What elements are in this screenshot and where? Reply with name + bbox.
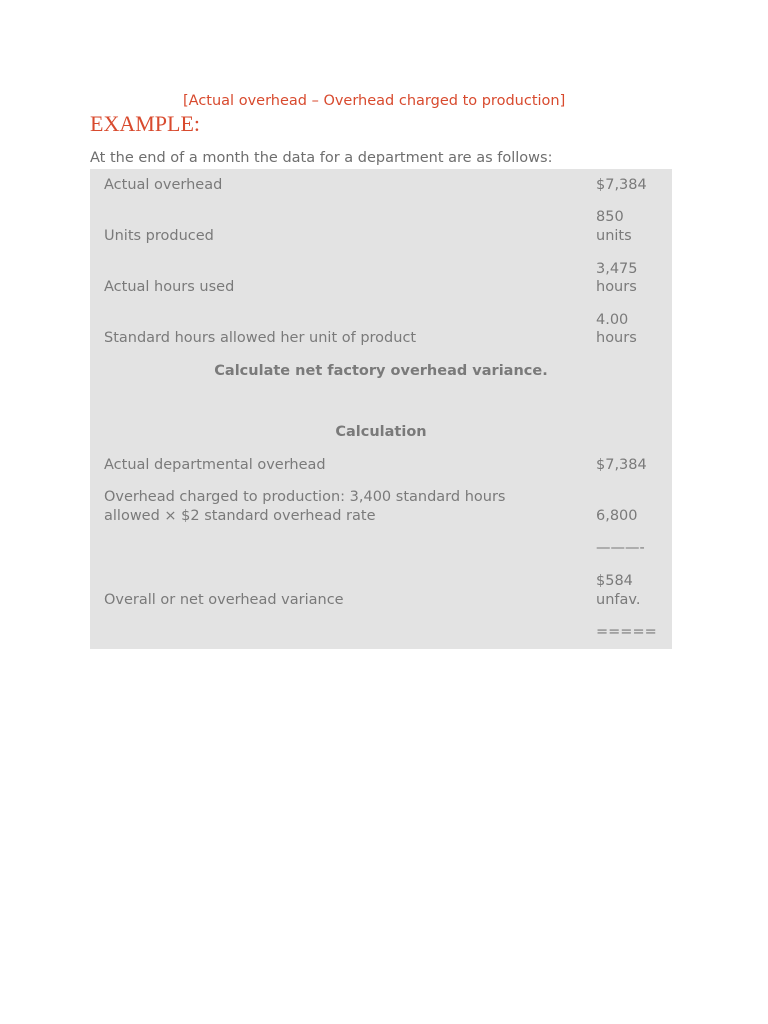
calc-value-actual-dept-overhead: $7,384: [596, 457, 647, 473]
calc-label-actual-dept-overhead: Actual departmental overhead: [104, 457, 326, 473]
given-label-actual-overhead: Actual overhead: [104, 177, 223, 193]
given-unit-units-produced: units: [596, 228, 632, 244]
given-unit-standard-hours: hours: [596, 330, 637, 346]
calc-label-overhead-charged-line2: allowed × $2 standard overhead rate: [104, 508, 376, 524]
calc-label-net-variance: Overall or net overhead variance: [104, 592, 344, 608]
calc-value-net-variance: $584: [596, 573, 633, 589]
question-heading: Calculate net factory overhead variance.: [214, 363, 548, 379]
given-value-standard-hours: 4.00: [596, 312, 629, 328]
given-value-units-produced: 850: [596, 209, 624, 225]
given-value-actual-overhead: $7,384: [596, 177, 647, 193]
given-label-actual-hours: Actual hours used: [104, 279, 235, 295]
calculation-heading: Calculation: [335, 424, 427, 440]
calc-value-overhead-charged: 6,800: [596, 508, 638, 524]
calc-separator-double: =====: [596, 624, 657, 640]
calc-separator-single: ———-: [596, 540, 645, 556]
given-unit-actual-hours: hours: [596, 279, 637, 295]
calc-label-overhead-charged-line1: Overhead charged to production: 3,400 standard hours: [104, 489, 506, 505]
formula-text: [Actual overhead – Overhead charged to production]: [183, 93, 566, 109]
example-title: EXAMPLE:: [90, 111, 200, 136]
calc-value-net-variance-unfav: unfav.: [596, 592, 641, 608]
given-label-standard-hours: Standard hours allowed her unit of product: [104, 330, 417, 346]
given-label-units-produced: Units produced: [104, 228, 214, 244]
intro-text: At the end of a month the data for a department are as follows:: [90, 150, 553, 166]
data-panel: [90, 169, 672, 649]
given-value-actual-hours: 3,475: [596, 261, 638, 277]
